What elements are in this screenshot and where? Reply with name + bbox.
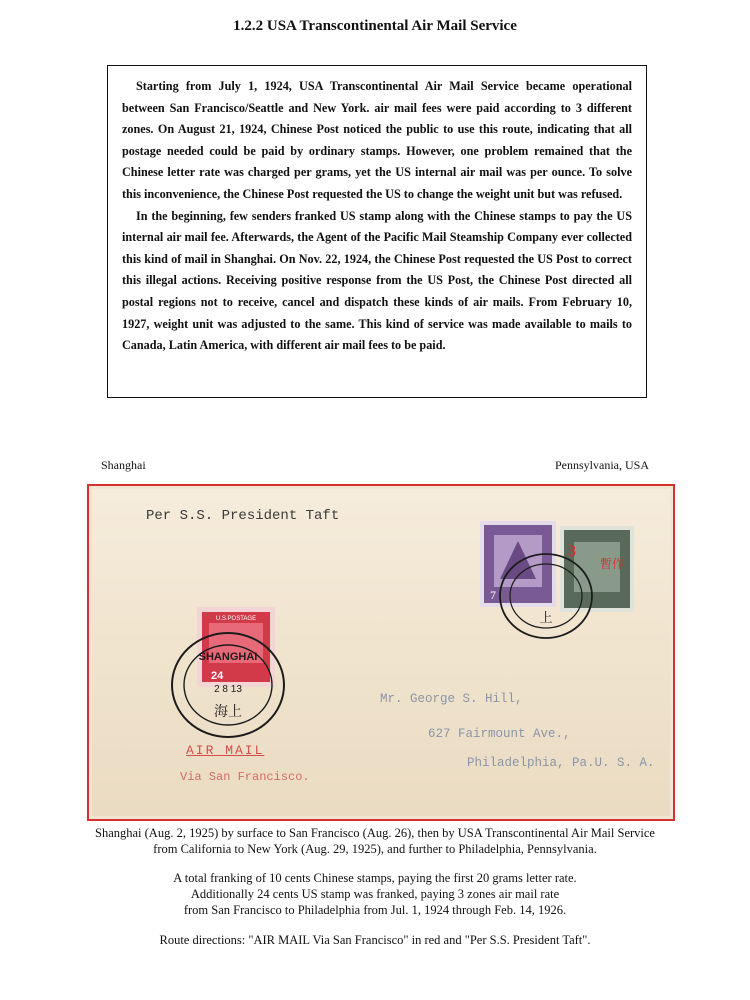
address-line-3: Philadelphia, Pa.U. S. A. [467, 756, 655, 770]
route-caption-1: Shanghai (Aug. 2, 1925) by surface to San Francisco (Aug. 26), then by USA Transcontinental Air Mail Service [95, 826, 655, 840]
directions-caption: Route directions: "AIR MAIL Via San Francisco" in red and "Per S.S. President Taft". [159, 933, 591, 947]
destination-label: Pennsylvania, USA [555, 458, 649, 472]
second-postmark [496, 550, 596, 642]
cn-stamp-2-value: 3 [568, 543, 576, 560]
us-stamp-value: 24 [211, 670, 224, 682]
address-line-1: Mr. George S. Hill, [380, 692, 523, 706]
route-caption-2: from California to New York (Aug. 29, 1925), and further to Philadelphia, Pennsylvania. [153, 842, 597, 856]
paragraph-1: Starting from July 1, 1924, USA Transcontinental Air Mail Service became operational between San Francisco/Seattle and New York. air mail fees were paid according to 3 different zones. On August 21, 1924, Chinese Post noticed the public to use this route, indicating that all postage needed could be paid by ordinary stamps. However, one problem remained that the Chinese letter rate was charged per grams, yet the US internal air mail was per ounce. To solve this inconvenience, the Chinese Post requested the US to change the weight unit but was refused. [122, 79, 632, 201]
franking-caption-1: A total franking of 10 cents Chinese stamps, paying the first 20 grams letter rate. [173, 871, 577, 885]
cn-stamp-1-value: 7 [490, 588, 496, 602]
us-stamp-top-text: U.S.POSTAGE [215, 616, 257, 622]
air-mail-handstamp: AIR MAIL [186, 743, 265, 758]
postmark-city: SHANGHAI [198, 651, 258, 663]
page-title: 1.2.2 USA Transcontinental Air Mail Service [233, 18, 517, 34]
paragraph-2: In the beginning, few senders franked US stamp along with the Chinese stamps to pay the US internal air mail fee. Afterwards, the Agent of the Pacific Mail Steamship Company ever collected this kind of mail in Shanghai. On Nov. 22, 1924, the Chinese Post requested the US Post to correct this illegal actions. Receiving positive response from the US Post, the Chinese Post directed all postal regions not to receive, cancel and dispatch these kinds of air mails. From February 10, 1927, weight unit was adjusted to the same. This kind of service was made available to mails to Canada, Latin America, with different air mail fees to be paid. [122, 208, 632, 353]
postmark-2-bottom: 上 [539, 611, 553, 626]
via-san-francisco: Via San Francisco. [180, 770, 310, 784]
franking-caption-3: from San Francisco to Philadelphia from Jul. 1, 1924 through Feb. 14, 1926. [183, 903, 567, 917]
origin-label: Shanghai [101, 458, 146, 472]
cn-stamp-2-overprint: 暫作 [600, 557, 625, 571]
franking-caption-2: Additionally 24 cents US stamp was franked, paying 3 zones air mail rate [190, 887, 560, 901]
address-line-2: 627 Fairmount Ave., [428, 727, 571, 741]
postmark-bottom: 海上 [214, 704, 242, 720]
description-box [107, 65, 647, 398]
postmark-date: 2 8 13 [214, 684, 242, 695]
per-ss-handstamp: Per S.S. President Taft [146, 508, 340, 524]
shanghai-postmark [168, 630, 288, 740]
